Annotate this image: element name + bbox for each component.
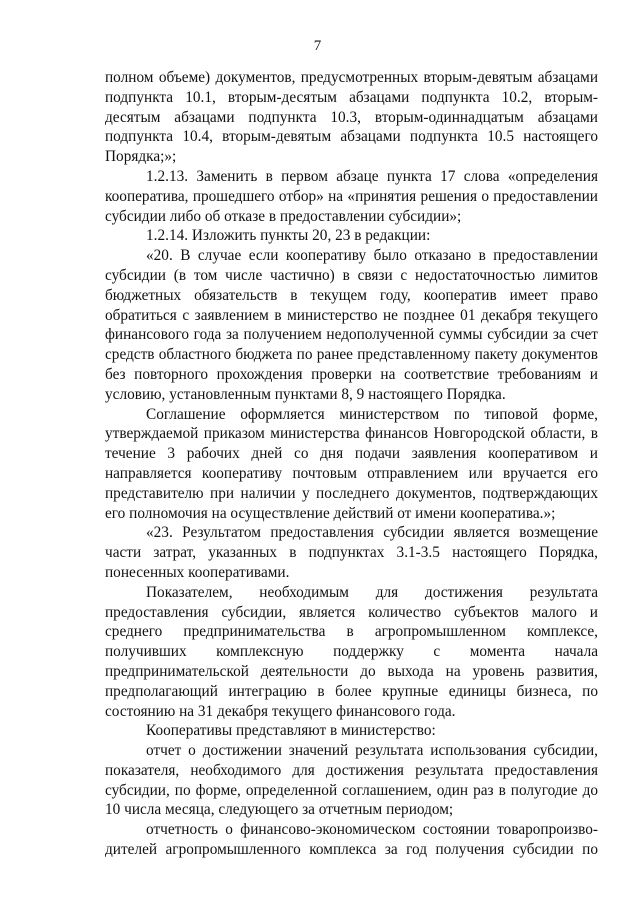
paragraph-5: Соглашение оформляется министерством по типовой форме, утверждаемой приказом министерства финансов Новгородской области, в течение 3 рабочих дней со дня подачи заявления кооперативом и направляется кооперативу почтовым отправлением или вручается его представителю при наличии у последнего документов, подтверждающих его полномочия на осуществление действий от имени кооператива.»;: [105, 405, 598, 522]
paragraph-9: отчет о достижении значений результата использования субсидии, показателя, необходимого для достижения результата предоставления субсидии, по форме, определенной соглашением, один раз в полугодие до 10 числа месяца, следующего за отчетным периодом;: [105, 742, 598, 819]
paragraph-3: 1.2.14. Изложить пункты 20, 23 в редакции:: [146, 227, 431, 245]
paragraph-8: Кооперативы представляют в министерство:: [146, 722, 436, 740]
paragraph-1: полном объеме) документов, предусмотренных вторым-девятым абзацами подпункта 10.1, вторым-десятым абзацами подпункта 10.2, вторым-десятым абзацами подпункта 10.3, вторым-одиннадцатым абзацами подпункта 10.4, вторым-девятым абзацами подпункта 10.5 настоящего Порядка;»;: [105, 69, 598, 166]
page-number: 7: [313, 38, 322, 54]
paragraph-10: отчетность о финансово-экономическом состоянии товаропроизво-дителей агропромышленного комплекса за год получения субсидии по: [105, 821, 598, 859]
document-body: [105, 68, 598, 860]
paragraph-7: Показателем, необходимым для достижения результата предоставления субсидии, является количество субъектов малого и среднего предпринимательства в агропромышленном комплексе, получивших комплексную поддержку с момента начала предпринимательской деятельности до выхода на уровень развития, предполагающий интеграцию в более крупные единицы бизнеса, по состоянию на 31 декабря текущего финансового года.: [105, 583, 598, 720]
paragraph-2: 1.2.13. Заменить в первом абзаце пункта 17 слова «определения кооператива, прошедшего отбор» на «принятия решения о предоставлении субсидии либо об отказе в предоставлении субсидии»;: [105, 167, 598, 225]
paragraph-4: «20. В случае если кооперативу было отказано в предоставлении субсидии (в том числе частично) в связи с недостаточностью лимитов бюджетных обязательств в текущем году, кооператив имеет право обратиться с заявлением в министерство не позднее 01 декабря текущего финансового года за получением недополученной суммы субсидии за счет средств областного бюджета по ранее представленному пакету документов без повторного прохождения проверки на соответствие требованиям и условию, установленным пунктами 8, 9 настоящего Порядка.: [105, 247, 598, 403]
paragraph-6: «23. Результатом предоставления субсидии является возмещение части затрат, указанных в подпунктах 3.1-3.5 настоящего Порядка, понесенных кооперативами.: [105, 524, 598, 581]
